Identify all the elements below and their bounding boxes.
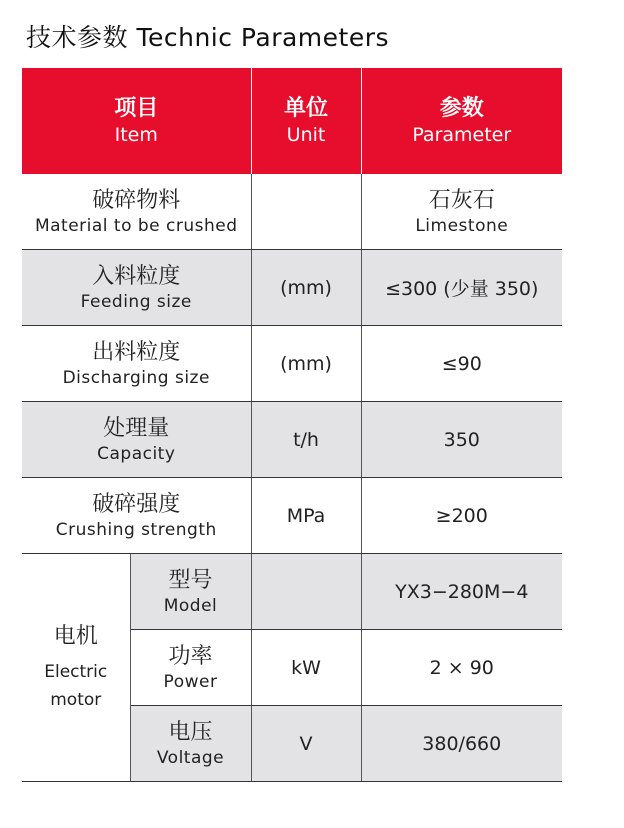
- item-zh: 出料粒度: [92, 339, 181, 365]
- unit-value: kW: [291, 656, 321, 679]
- item-cell: [130, 630, 251, 706]
- unit-value: (mm): [280, 276, 332, 299]
- unit-cell: [251, 706, 361, 782]
- item-zh: 入料粒度: [92, 263, 181, 289]
- parameter-value: ≤90: [441, 352, 482, 375]
- item-cell: [22, 174, 251, 250]
- table-row: [22, 250, 562, 326]
- item-en: Power: [163, 671, 218, 692]
- item-cell: [22, 478, 251, 554]
- parameter-value: 2 × 90: [429, 656, 494, 679]
- item-en: Material to be crushed: [34, 215, 238, 236]
- page-title: 技术参数 Technic Parameters: [26, 23, 390, 52]
- item-en: Discharging size: [62, 367, 210, 388]
- header-item: [22, 68, 251, 174]
- unit-value: MPa: [286, 504, 326, 527]
- header-item-en: Item: [114, 124, 158, 146]
- table-row: [22, 478, 562, 554]
- table-row: [22, 174, 562, 250]
- table-row: [22, 554, 562, 630]
- parameter-value: 350: [443, 428, 480, 451]
- parameter-value: ≤300 (少量 350): [385, 278, 539, 300]
- unit-cell: [251, 174, 361, 250]
- unit-cell: [251, 554, 361, 630]
- motor-zh: 电机: [53, 623, 98, 649]
- header-unit-zh: 单位: [284, 96, 329, 121]
- item-cell: [22, 326, 251, 402]
- item-en: Crushing strength: [55, 519, 217, 540]
- parameter-cell: [361, 554, 562, 630]
- unit-cell: [251, 402, 361, 478]
- parameter-cell: [361, 478, 562, 554]
- unit-cell: [251, 326, 361, 402]
- item-cell: [22, 402, 251, 478]
- item-cell: [22, 250, 251, 326]
- parameter-value: ≥200: [435, 504, 488, 527]
- item-cell: [130, 554, 251, 630]
- item-en: Voltage: [156, 747, 225, 768]
- unit-value: t/h: [293, 428, 319, 451]
- unit-value: (mm): [280, 352, 332, 375]
- parameter-cell: [361, 402, 562, 478]
- motor-en-line1: Electric: [44, 661, 108, 682]
- parameter-en: Limestone: [415, 215, 509, 236]
- table-row: [22, 402, 562, 478]
- header-unit: [251, 68, 361, 174]
- parameter-cell: [361, 174, 562, 250]
- parameter-cell: [361, 250, 562, 326]
- header-item-zh: 项目: [114, 96, 159, 121]
- parameter-value: 380/660: [422, 732, 502, 755]
- item-zh: 处理量: [103, 415, 170, 441]
- header-parameter-en: Parameter: [412, 124, 512, 146]
- item-zh: 电压: [168, 719, 213, 745]
- motor-en-line2: motor: [50, 689, 102, 710]
- header-parameter-zh: 参数: [439, 96, 484, 121]
- motor-group-cell: [22, 554, 130, 782]
- item-en: Model: [163, 595, 218, 616]
- technic-parameters-table: [22, 68, 562, 782]
- parameter-zh: 石灰石: [428, 187, 495, 213]
- item-zh: 破碎物料: [92, 187, 181, 213]
- parameter-cell: [361, 630, 562, 706]
- item-zh: 破碎强度: [92, 491, 181, 517]
- item-zh: 功率: [168, 643, 213, 669]
- parameter-cell: [361, 706, 562, 782]
- item-en: Feeding size: [80, 291, 192, 312]
- item-en: Capacity: [97, 443, 176, 464]
- unit-cell: [251, 250, 361, 326]
- unit-cell: [251, 478, 361, 554]
- header-unit-en: Unit: [286, 124, 326, 146]
- header-parameter: [361, 68, 562, 174]
- table-header: [22, 68, 562, 174]
- unit-value: V: [299, 732, 313, 755]
- table-row: [22, 326, 562, 402]
- parameter-cell: [361, 326, 562, 402]
- item-cell: [130, 706, 251, 782]
- item-zh: 型号: [168, 567, 213, 593]
- parameter-value: YX3−280M−4: [395, 580, 529, 603]
- unit-cell: [251, 630, 361, 706]
